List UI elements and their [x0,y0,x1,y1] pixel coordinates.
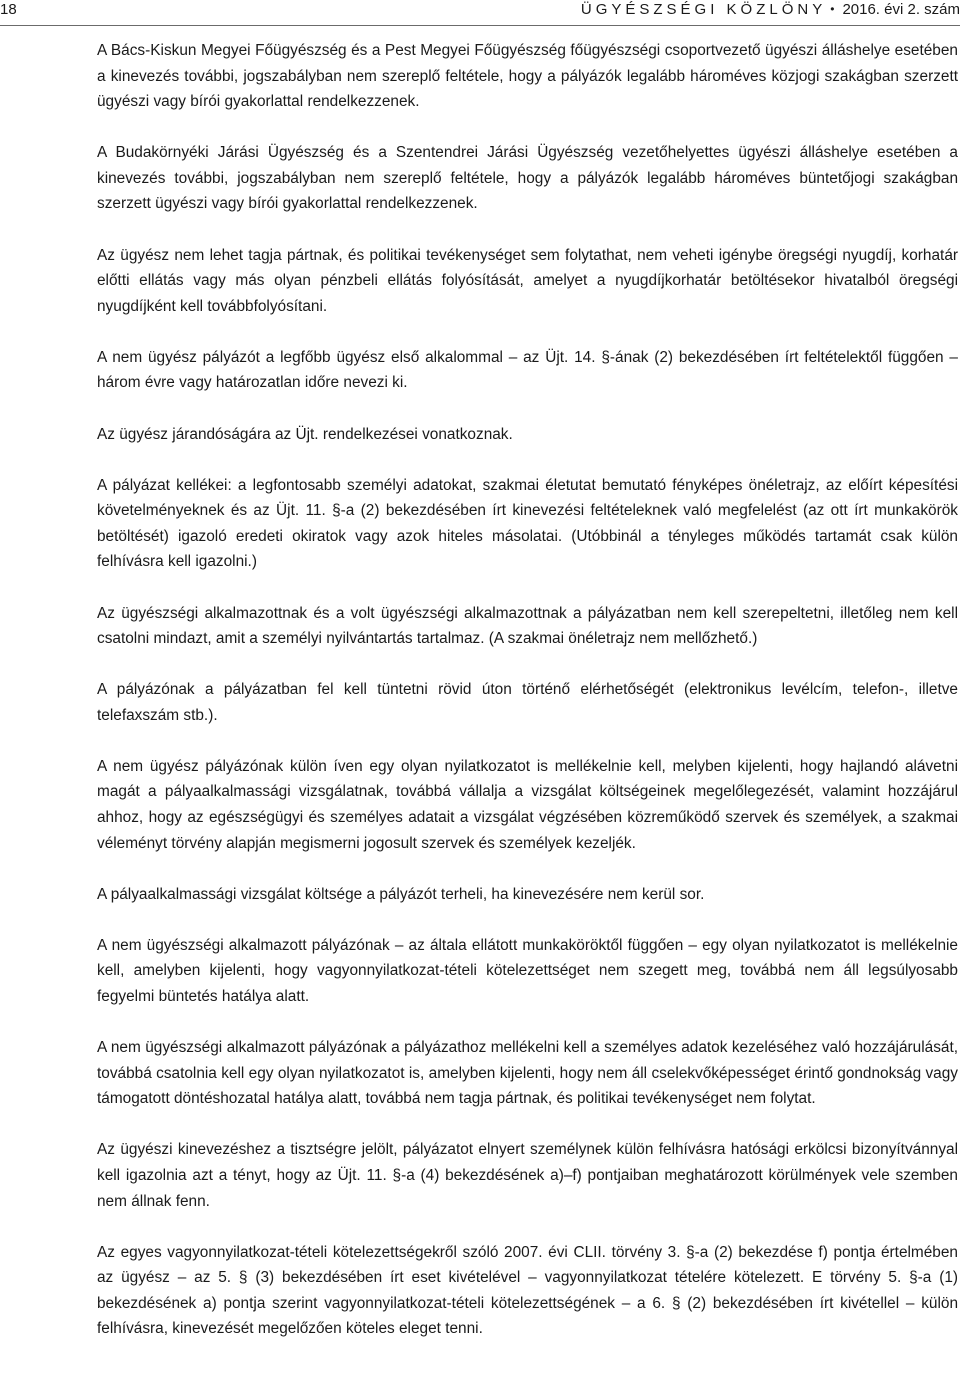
paragraph-asset-declaration-law: Az egyes vagyonnyilatkozat-tételi kötelezettségekről szóló 2007. évi CLII. törvény 3. §-a (2) bekezdése f) pontja értelmében az ügyész – az 5. § (3) bekezdésében írt eset kivételével – vagyonnyilatkozat tételére kötelezett. E törvény 5. §-a (1) bekezdésének a) pontja szerint vagyonnyilatkozat-tételi kötelezettségének – a 6. § (2) bekezdésében írt kivétellel – külön felhívásra, kinevezését megelőzően köteles eleget tenni. [97,1243,958,1338]
paragraph-criminal-record: Az ügyészi kinevezéshez a tisztségre jelölt, pályázatot elnyert személynek külön felhívásra hatósági erkölcsi bizonyítvánnyal kell igazolnia azt a tényt, hogy az Üjt. 11. §-a (4) bekezdésének a)–f) pontjaiban meghatározott körülmények vele szemben nem állnak fenn. [97,1141,958,1210]
page-header [0,0,960,24]
paragraph-political-restriction: Az ügyész nem lehet tagja pártnak, és politikai tevékenységet sem folytathat, nem veheti igénybe öregségi nyugdíj, korhatár előtti ellátás vagy más olyan pénzbeli ellátás folyósítását, amelyet a nyugdíjkorhatár betöltésekor hivatalból öregségi nyugdíjként kell továbbfolyósítani. [97,246,958,315]
paragraph-appointment-term: A nem ügyész pályázót a legfőbb ügyész első alkalommal – az Üjt. 14. §-ának (2) bekezdésében írt feltételektől függően – három évre vagy határozatlan időre nevezi ki. [97,348,958,392]
header-rule [0,25,960,26]
running-head [581,0,960,20]
paragraph-aptitude-declaration: A nem ügyész pályázónak külön íven egy olyan nyilatkozatot is mellékelnie kell, melyben kijelenti, hogy hajlandó alávetni magát a pályaalkalmassági vizsgálatnak, továbbá vállalja a vizsgálat költségeinek megelőlegezését, valamint hozzájárul ahhoz, hogy az egészségügyi és személyes adatait a vizsgálat végzésében közreműködő szervek és személyek, a szakmai véleményt törvény alapján megismerni jogosult szervek és személyek kezeljék. [97,757,958,852]
paragraph-salary: Az ügyész járandóságára az Üjt. rendelkezései vonatkoznak. [97,425,513,443]
bullet-separator: • [830,2,835,16]
paragraph-application-requirements: A pályázat kellékei: a legfontosabb személyi adatokat, szakmai életutat bemutató fényképes önéletrajz, az előírt képesítési követelményeknek és az Üjt. 11. §-a (2) bekezdésében írt kinevezési feltételeknek való megfelelést (az ott írt munkakörök betöltését) igazoló eredeti okiratok vagy azok hiteles másolatai. (Utóbbinál a tényleges működés tartamát csak külön felhívásra kell igazolni.) [97,476,958,571]
document-body [97,38,958,1368]
paragraph-contact-details: A pályázónak a pályázatban fel kell tüntetni rövid úton történő elérhetőségét (elektronikus levélcím, telefon-, illetve telefaxszám stb.). [97,681,958,724]
paragraph-data-consent: A nem ügyészségi alkalmazott pályázónak a pályázathoz mellékelni kell a személyes adatok kezeléséhez való hozzájárulását, továbbá csatolnia kell egy olyan nyilatkozatot is, amelyben kijelenti, hogy nem áll cselekvőképességet érintő gondnokság vagy támogatott döntéshozatal hatálya alatt, továbbá nem tagja pártnak, és politikai tevékenységet nem folytat. [97,1039,958,1108]
paragraph-employee-exemption: Az ügyészségi alkalmazottnak és a volt ügyészségi alkalmazottnak a pályázatban nem kell szerepeltetni, illetőleg nem kell csatolni mindazt, amit a személyi nyilvántartás tartalmaz. (A szakmai önéletrajz nem mellőzhető.) [97,604,958,648]
page-number: 18 [0,1,17,18]
paragraph-aptitude-cost: A pályaalkalmassági vizsgálat költsége a pályázót terheli, ha kinevezésére nem kerül sor. [97,885,705,903]
journal-title: ÜGYÉSZSÉGI KÖZLÖNY [580,1,827,18]
paragraph-asset-declaration-statement: A nem ügyészségi alkalmazott pályázónak – az általa ellátott munkaköröktől függően – egy olyan nyilatkozatot is mellékelnie kell, amelyben kijelenti, hogy vagyonnyilatkozat-tételi kötelezettséget nem szegett meg, továbbá nem áll legsúlyosabb fegyelmi büntetés hatálya alatt. [97,936,958,1006]
paragraph-bacs-kiskun: A Bács-Kiskun Megyei Főügyészség és a Pest Megyei Főügyészség főügyészségi csoportvezető ügyészi álláshelye esetében a kinevezés további, jogszabályban nem szereplő feltétele, hogy a pályázók legalább hároméves közjogi szakágban szerzett ügyészi vagy bírói gyakorlattal rendelkezzenek. [97,42,958,111]
paragraph-budakornyeki: A Budakörnyéki Járási Ügyészség és a Szentendrei Járási Ügyészség vezetőhelyettes ügyészi álláshelye esetében a kinevezés további, jogszabályban nem szereplő feltétele, hogy a pályázók legalább hároméves büntetőjogi szakágban szerzett ügyészi vagy bírói gyakorlattal rendelkezzenek. [97,144,958,213]
issue-label: 2016. évi 2. szám [842,1,960,18]
